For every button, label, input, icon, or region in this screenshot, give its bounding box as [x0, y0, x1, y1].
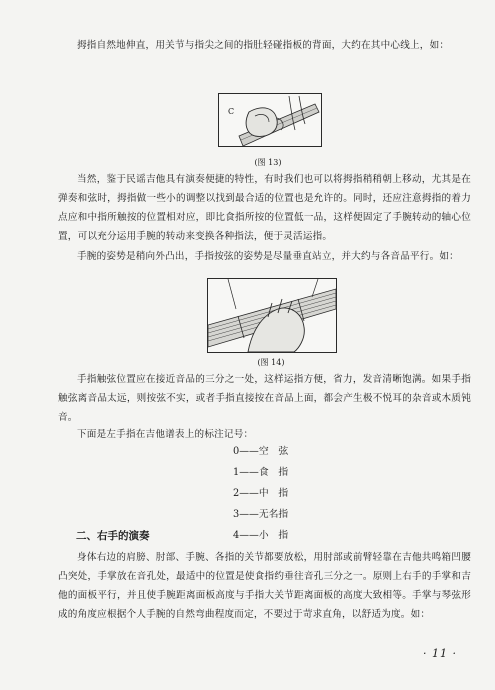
- paragraph-finger-contact: 手指触弦位置应在接近音品的三分之一处，这样运指方便，省力，发音清晰饱满。如果手指触弦离音品太远，则按弦不实，或者手指直接按在音品上面，都会产生极不悦耳的杂音或木质钝音。: [58, 374, 471, 423]
- notation-dash: ——: [239, 488, 259, 499]
- figure-13-caption: (图 13): [254, 158, 282, 167]
- notation-row: [233, 483, 373, 504]
- paragraph-right-hand: 身体右边的肩膀、肘部、手腕、各指的关节都要放松，用肘部或前臂轻靠在吉他共鸣箱凹腰凸突处，手掌放在音孔处，最适中的位置是使食指约垂往音孔三分之一。原则上右手的手掌和吉他的面板平行，并且使手腕距离面板高度与手指大关节距离面板的高度大致相等。手掌与琴弦形成的角度应根据个人手腕的自然弯曲程度而定，不要过于苛求直角，以舒适为度。如：: [58, 552, 471, 620]
- notation-number: 4: [233, 530, 240, 541]
- figure-13-thumb-on-neck: [218, 93, 322, 147]
- notation-label: 食 指: [258, 467, 289, 478]
- figure-14-hand-on-fretboard: [207, 278, 337, 353]
- figure-13-label: C: [228, 107, 235, 116]
- notation-row: [233, 441, 373, 462]
- notation-dash: ——: [239, 509, 259, 520]
- paragraph-wrist-posture: 手腕的姿势是稍向外凸出，手指按弦的姿势是尽量垂直站立，并大约与各音品平行。如：: [77, 251, 459, 262]
- notation-dash: ——: [239, 446, 259, 457]
- notation-label: 空 弦: [258, 446, 289, 457]
- notation-label: 中 指: [258, 488, 289, 499]
- notation-number: 1: [233, 467, 240, 478]
- notation-label: 小 指: [258, 530, 289, 541]
- notation-row: [233, 504, 373, 525]
- notation-dash: ——: [239, 530, 259, 541]
- section-heading: 二、右手的演奏: [76, 530, 150, 542]
- page-number: · 11 ·: [423, 647, 457, 660]
- finger-notation-list: [233, 441, 373, 546]
- notation-row: [233, 525, 373, 546]
- notation-number: 0: [233, 446, 240, 457]
- paragraph-thumb-position: 拇指自然地伸直，用关节与指尖之间的指肚轻碰指板的背面，大约在其中心线上，如：: [77, 40, 450, 51]
- thumb-illustration: [219, 94, 321, 146]
- notation-row: [233, 462, 373, 483]
- notation-number: 3: [233, 509, 240, 520]
- figure-14-caption: (图 14): [257, 358, 285, 367]
- paragraph-notation-intro: 下面是左手指在吉他谱表上的标注记号：: [77, 429, 254, 440]
- notation-label: 无名指: [258, 509, 289, 520]
- notation-number: 2: [233, 488, 240, 499]
- paragraph-thumb-adjustment: 当然，鉴于民谣吉他具有演奏便捷的特性，有时我们也可以将拇指稍稍朝上移动，尤其是在弹奏和弦时，拇指做一些小的调整以找到最合适的位置也是允许的。同时，还应注意拇指的着力点应和中指所触按的位置相对应，即比食指所按的位置低一品，这样便固定了手腕转动的轴心位置，可以充分运用手腕的转动来变换各种指法，便于灵活运指。: [58, 174, 471, 242]
- fretboard-illustration: [208, 279, 336, 352]
- notation-dash: ——: [239, 467, 259, 478]
